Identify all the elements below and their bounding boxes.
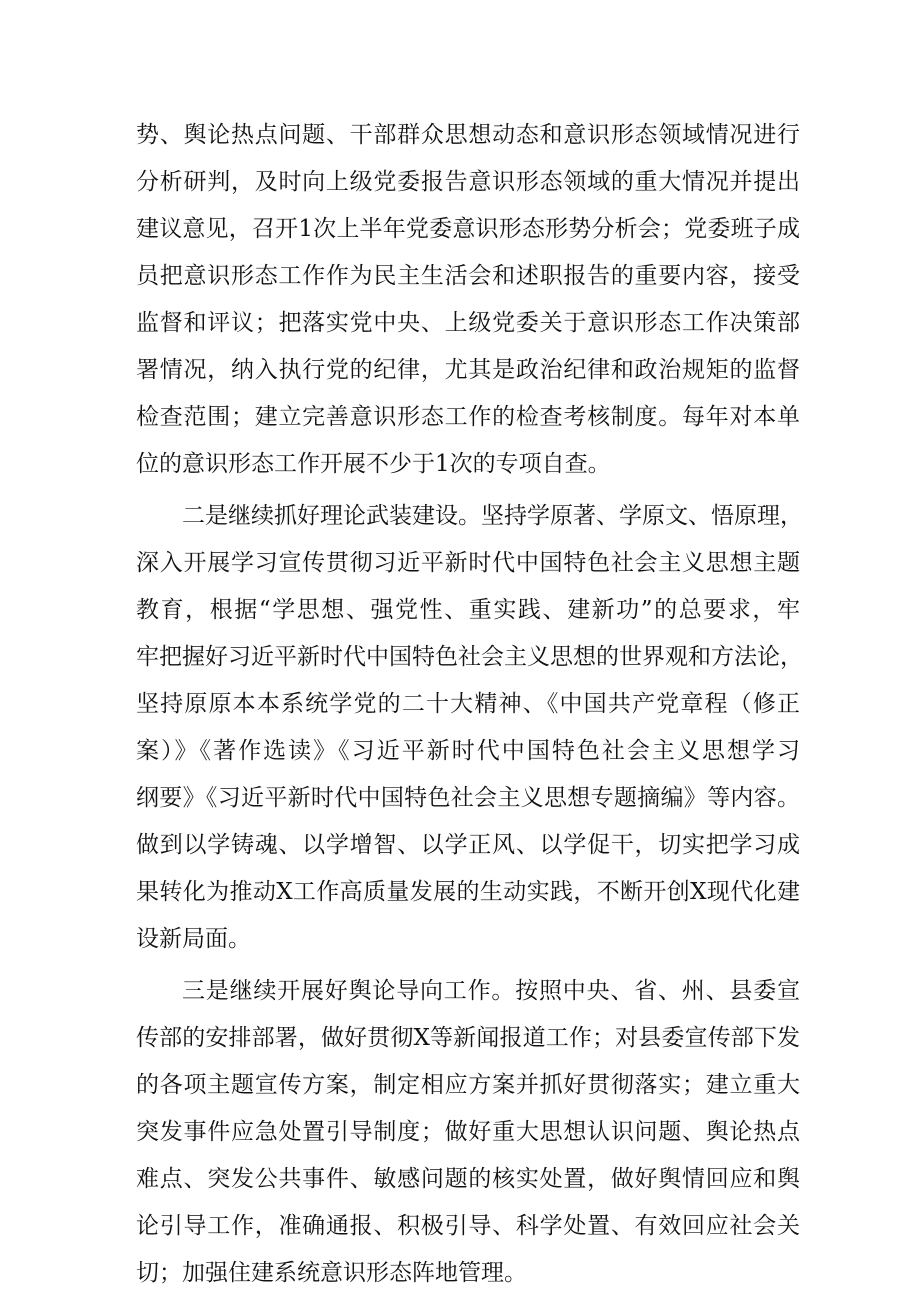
- text-line: 纲要》《习近平新时代中国特色社会主义思想专题摘编》等内容。: [136, 785, 800, 811]
- text-line: 突发事件应急处置引导制度；做好重大思想认识问题、舆论热点: [136, 1119, 800, 1145]
- paragraph-2: [136, 493, 803, 963]
- text-line: 传部的安排部署，做好贯彻X等新闻报道工作；对县委宣传部下发: [136, 1025, 800, 1051]
- paragraph-1: [136, 112, 800, 488]
- text-line: 坚持原原本本系统学党的二十大精神、《中国共产党章程（修正: [136, 691, 800, 717]
- text-line: 果转化为推动X工作高质量发展的生动实践，不断开创X现代化建: [136, 879, 800, 905]
- text-line: 难点、突发公共事件、敏感问题的核实处置，做好舆情回应和舆: [136, 1166, 800, 1192]
- text-line: 深入开展学习宣传贯彻习近平新时代中国特色社会主义思想主题: [136, 550, 800, 576]
- text-line: 设新局面。: [136, 926, 251, 952]
- text-line: 署情况，纳入执行党的纪律，尤其是政治纪律和政治规矩的监督: [136, 357, 800, 383]
- text-line: 案）》《著作选读》《习近平新时代中国特色社会主义思想学习: [136, 738, 800, 764]
- text-line: 教育，根据“学思想、强党性、重实践、建新功”的总要求，牢: [136, 597, 800, 623]
- text-line: 论引导工作，准确通报、积极引导、科学处置、有效回应社会关: [136, 1213, 800, 1239]
- text-line: 位的意识形态工作开展不少于1次的专项自查。: [136, 451, 611, 477]
- text-line: 建议意见，召开1次上半年党委意识形态形势分析会；党委班子成: [136, 216, 800, 242]
- text-line: 检查范围；建立完善意识形态工作的检查考核制度。每年对本单: [136, 404, 800, 430]
- text-line: 三是继续开展好舆论导向工作。按照中央、省、州、县委宣: [182, 978, 800, 1004]
- paragraph-3: [136, 968, 800, 1297]
- document-body: [136, 112, 803, 1297]
- text-line: 切；加强住建系统意识形态阵地管理。: [136, 1260, 527, 1286]
- text-line: 势、舆论热点问题、干部群众思想动态和意识形态领域情况进行: [136, 122, 800, 148]
- text-line: 的各项主题宣传方案，制定相应方案并抓好贯彻落实；建立重大: [136, 1072, 800, 1098]
- text-line: 做到以学铸魂、以学增智、以学正风、以学促干，切实把学习成: [136, 832, 800, 858]
- text-line: 二是继续抓好理论武装建设。坚持学原著、学原文、悟原理，: [182, 503, 803, 529]
- text-line: 员把意识形态工作作为民主生活会和述职报告的重要内容，接受: [136, 263, 800, 289]
- text-line: 监督和评议；把落实党中央、上级党委关于意识形态工作决策部: [136, 310, 800, 336]
- text-line: 分析研判，及时向上级党委报告意识形态领域的重大情况并提出: [136, 169, 800, 195]
- text-line: 牢把握好习近平新时代中国特色社会主义思想的世界观和方法论，: [136, 644, 803, 670]
